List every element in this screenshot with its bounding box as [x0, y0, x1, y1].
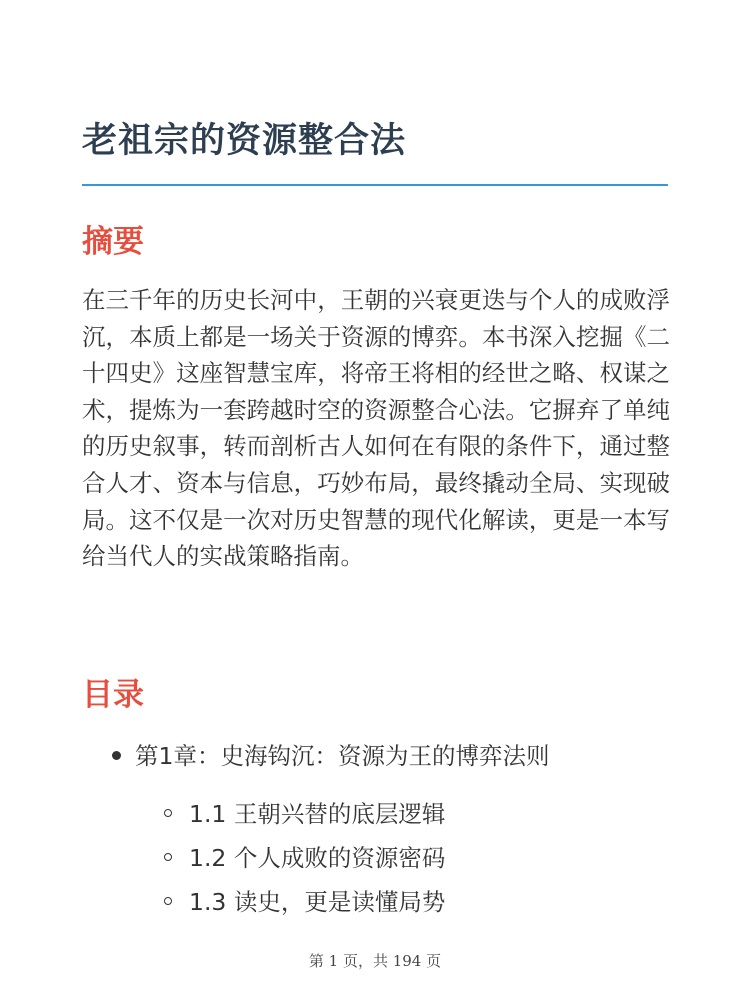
bullet-circle-icon	[164, 809, 172, 817]
toc-section-1-1	[164, 794, 445, 834]
toc-section-1-2	[164, 838, 445, 878]
abstract-paragraph: 在三千年的历史长河中，王朝的兴衰更迭与个人的成败浮沉，本质上都是一场关于资源的博弈。本书深入挖掘《二十四史》这座智慧宝库，将帝王将相的经世之略、权谋之术，提炼为一套跨越时空的资源整合心法。它摒弃了单纯的历史叙事，转而剖析古人如何在有限的条件下，通过整合人才、资本与信息，巧妙布局，最终撬动全局、实现破局。这不仅是一次对历史智慧的现代化解读，更是一本写给当代人的实战策略指南。	[82, 286, 670, 571]
document-title: 老祖宗的资源整合法	[82, 121, 407, 161]
page-footer: 第 1 页，共 194 页	[308, 952, 442, 970]
toc-section-label: 1.3 读史，更是读懂局势	[189, 888, 446, 916]
bullet-circle-icon	[164, 897, 172, 905]
toc-chapter-label: 第1章：史海钩沉：资源为王的博弈法则	[135, 742, 550, 770]
toc-section-label: 1.2 个人成败的资源密码	[189, 844, 446, 872]
toc-heading: 目录	[82, 677, 144, 713]
bullet-circle-icon	[164, 853, 172, 861]
bullet-disc-icon	[112, 751, 121, 760]
toc-chapter-1	[112, 736, 549, 776]
toc-section-label: 1.1 王朝兴替的底层逻辑	[189, 800, 446, 828]
toc-section-1-3	[164, 882, 445, 922]
abstract-heading: 摘要	[82, 224, 144, 260]
